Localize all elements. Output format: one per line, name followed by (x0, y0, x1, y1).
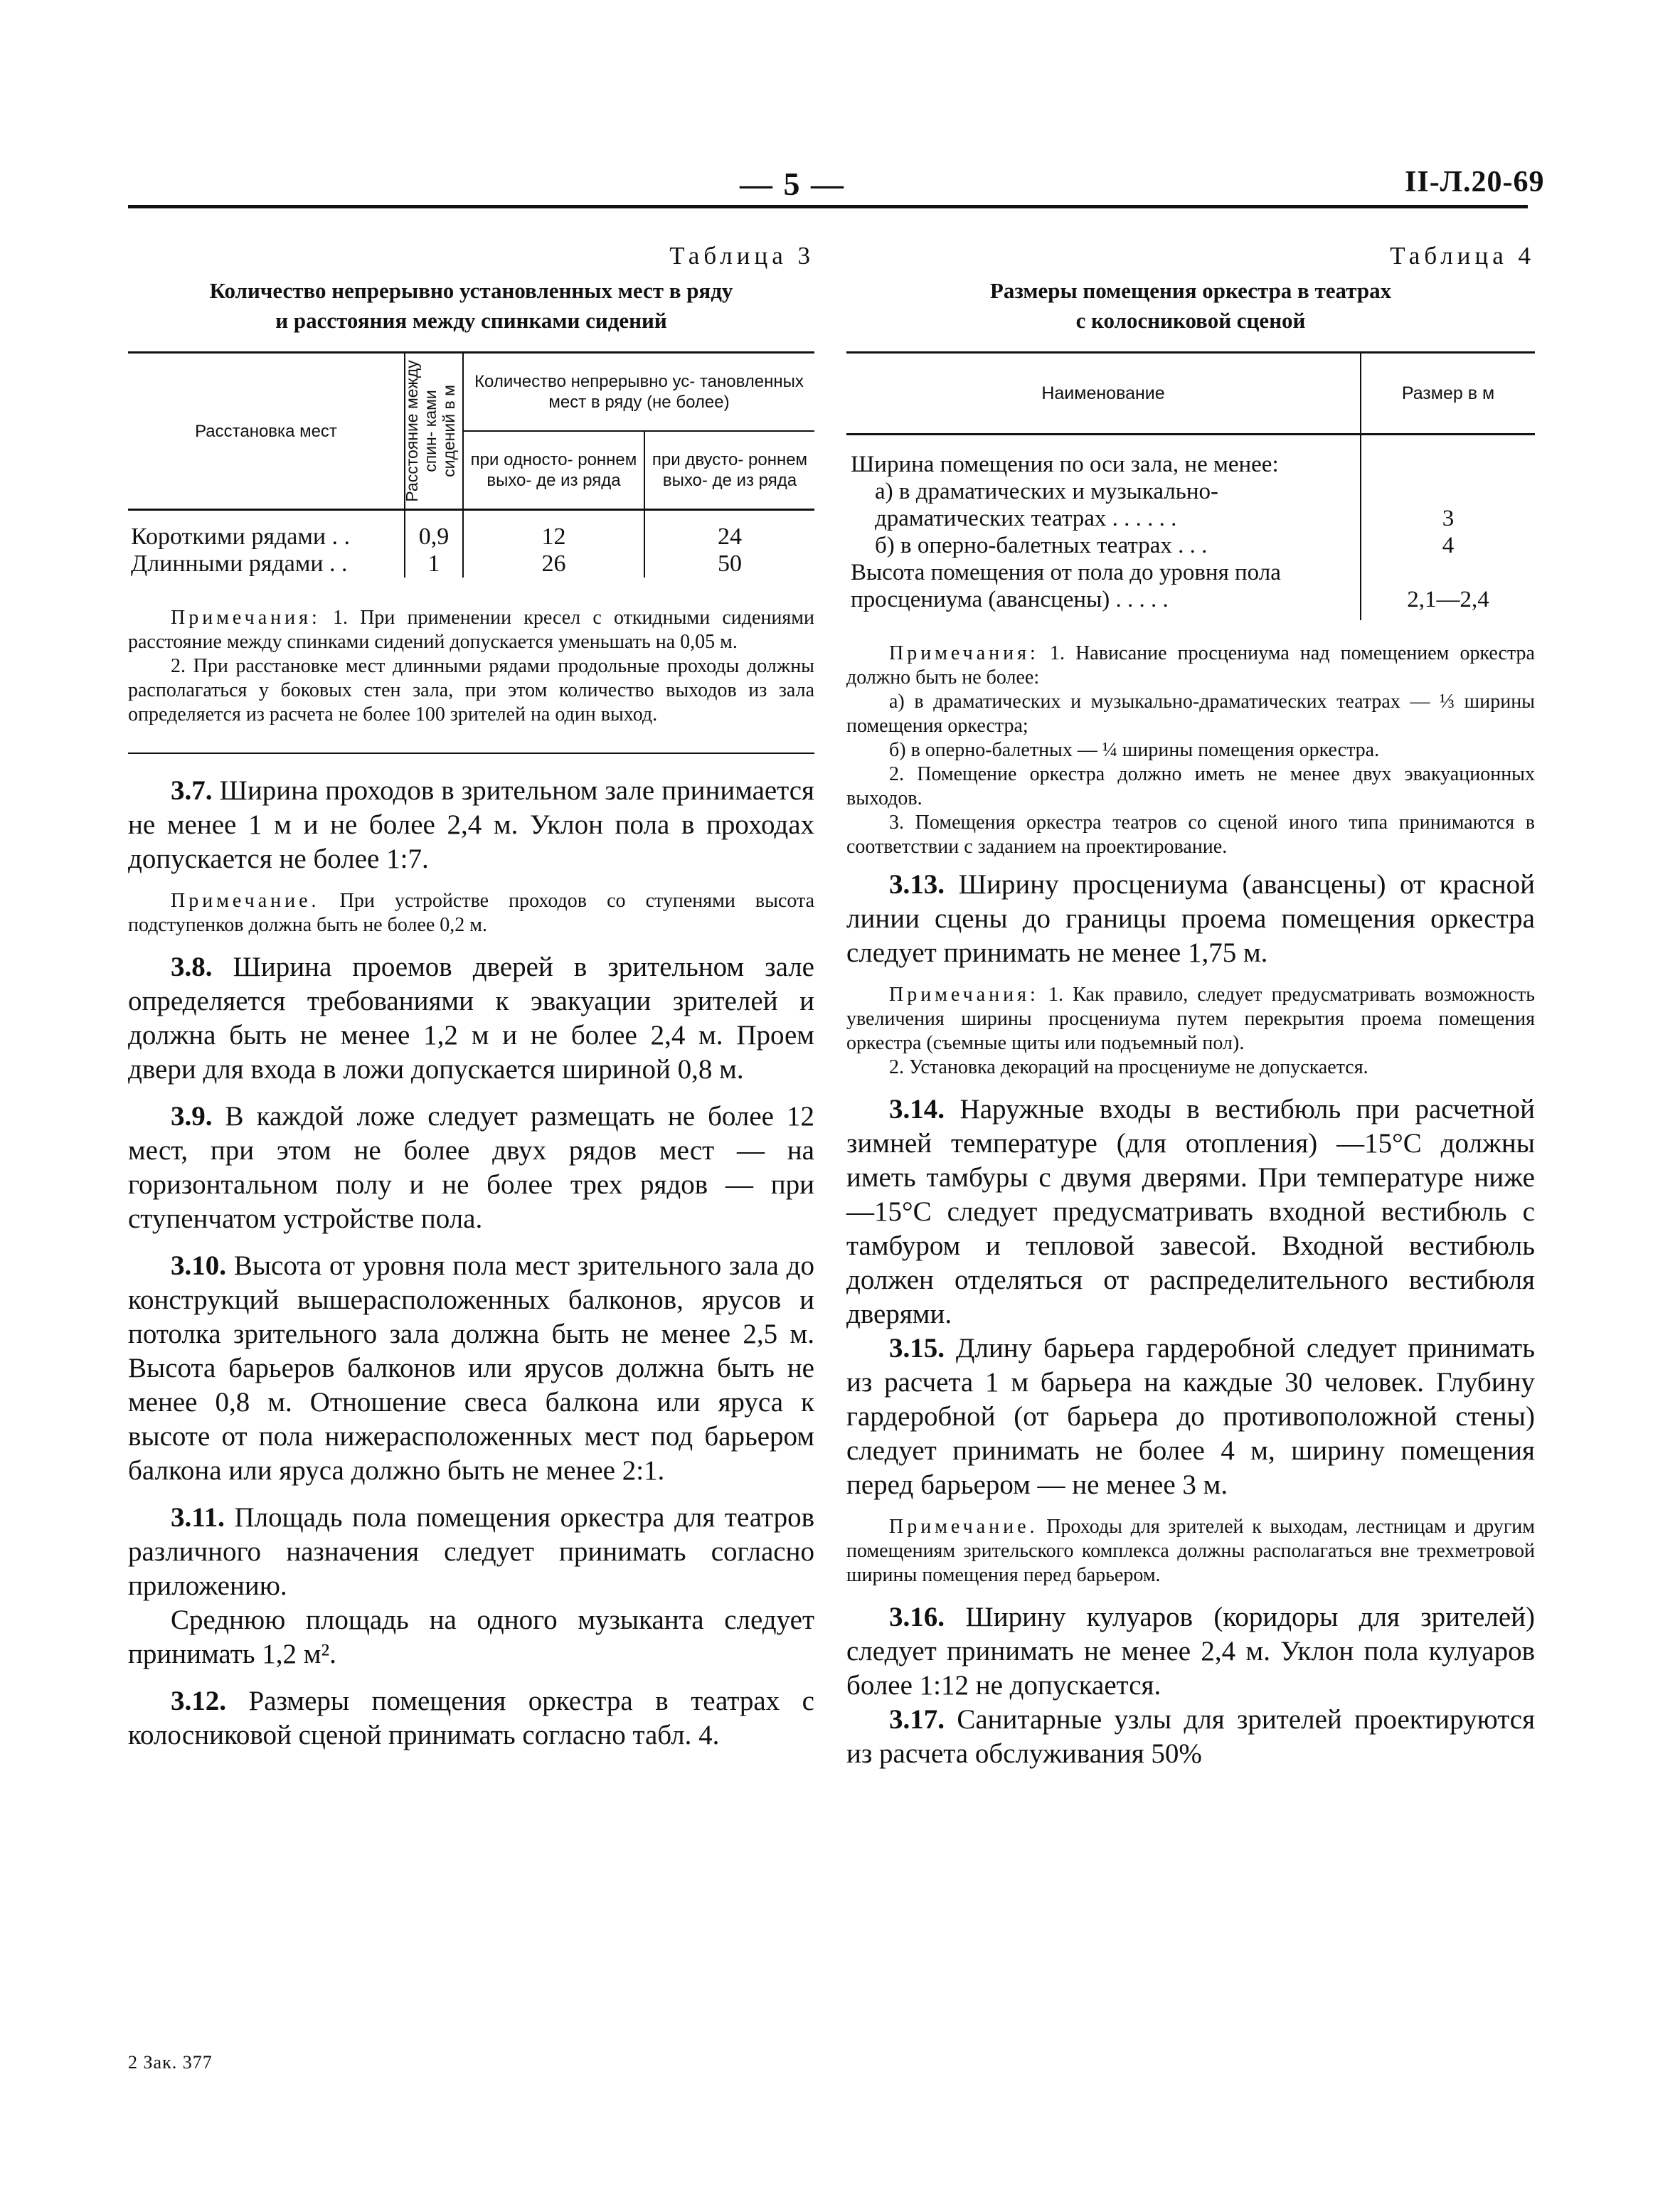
paragraph-3-11 (128, 1501, 814, 1603)
note-3-15-text: Проходы для зрителей к выходам, лестницам и другим помещениям зрительского комплекса должны располагаться вне трехметровой ширины помещения перед барьером. (846, 1516, 1536, 1586)
paragraph-3-16-text: Ширину кулуаров (коридоры для зрителей) следует принимать не менее 2,4 м. Уклон пола кулуаров более 1:12 не допускается. (846, 1602, 1536, 1701)
table4-row4: Высота помещения от пола до уровня пола просцениума (авансцены) . . . . . (851, 560, 1281, 612)
note-3-13-1: 1. Как правило, следует предусматривать возможность увеличения ширины просцениума путем перекрытия проема помещения оркестра (съемные щиты или подъемный пол). (846, 984, 1535, 1054)
table4-col-size: Размер в м (1361, 353, 1535, 435)
paragraph-3-17-text: Санитарные узлы для зрителей проектируются из расчета обслуживания 50% (846, 1704, 1536, 1769)
table4-note-head: Примечания: (889, 642, 1039, 664)
paragraph-3-14 (846, 1092, 1535, 1331)
table4-row2: а) в драматических и музыкально-драматических театрах . . . . . . (875, 479, 1218, 531)
note-3-7-text: При устройстве проходов со ступенями высота подступенков должна быть не более 0,2 м. (128, 890, 815, 936)
table-row (846, 478, 1535, 532)
note-3-15-head: Примечание. (889, 1516, 1038, 1538)
table3-note2: 2. При расстановке мест длинными рядами продольные проходы должны располагаться у боковых стен зала, при этом количество выходов из зала определяется из расчета не более 100 зрителей на один выход. (128, 655, 814, 725)
paragraph-3-11-number: 3.11. (171, 1502, 225, 1533)
table-row (846, 532, 1535, 559)
right-column (846, 242, 1535, 1771)
table4-note1a: а) в драматических и музыкально-драматических театрах — ⅓ ширины помещения оркестра; (846, 691, 1535, 737)
page-number: — 5 — (740, 166, 845, 202)
table3-note1: 1. При применении кресел с откидными сидениями расстояние между спинками сидений допускается уменьшать на 0,05 м. (128, 607, 815, 653)
paragraph-3-8-text: Ширина проемов дверей в зрительном зале определяется требованиями к эвакуации зрителей и должна быть не менее 1,2 м и не более 2,4 м. Проем двери для входа в ложи допускается шириной 0,8 м. (128, 952, 814, 1085)
table4 (846, 351, 1535, 620)
table3-title-line1: Количество непрерывно установленных мест в ряду (209, 278, 733, 303)
paragraph-3-9-text: В каждой ложе следует размещать не более 12 мест, при этом не более двух рядов мест — на горизонтальном полу и не более трех рядов — при ступенчатом устройстве пола. (128, 1101, 815, 1234)
table3-col-count: Количество непрерывно ус- тановленных мест в ряду (не более) (463, 353, 814, 432)
table3-row1-distance: 0,9 (405, 510, 463, 551)
table3-row1-two-side: 24 (644, 510, 814, 551)
paragraph-3-16 (846, 1600, 1535, 1703)
paragraph-3-8 (128, 950, 814, 1087)
table3-row1-one-side: 12 (463, 510, 644, 551)
paragraph-3-13-number: 3.13. (889, 869, 945, 900)
table3-col-distance-label: Расстояние между спин- ками сидений в м (403, 360, 458, 502)
document-code: II-Л.20-69 (1405, 166, 1545, 198)
paragraph-3-15-number: 3.15. (889, 1333, 945, 1363)
paragraph-3-13 (846, 868, 1535, 970)
paragraph-3-12-number: 3.12. (171, 1686, 226, 1716)
paragraph-3-14-number: 3.14. (889, 1094, 945, 1125)
table4-row3-value: 4 (1361, 532, 1535, 559)
paragraph-3-16-number: 3.16. (889, 1602, 945, 1632)
table4-row2-value: 3 (1361, 478, 1535, 532)
paragraph-3-9-number: 3.9. (171, 1101, 213, 1132)
table3-col-one-side: при односто- роннем выхо- де из ряда (463, 431, 644, 510)
paragraph-3-8-number: 3.8. (171, 952, 213, 982)
table-row (128, 551, 814, 578)
paragraph-3-12 (128, 1684, 814, 1753)
paragraph-3-12-text: Размеры помещения оркестра в театрах с колосниковой сценой принимать согласно табл. 4. (128, 1686, 814, 1750)
left-body-text (128, 774, 814, 1753)
table4-notes (846, 642, 1535, 859)
right-body-text (846, 868, 1535, 1771)
paragraph-3-10-number: 3.10. (171, 1250, 226, 1281)
table4-title (846, 276, 1535, 336)
table3-note-head: Примечания: (171, 607, 321, 629)
table4-note1b: б) в оперно-балетных — ¼ ширины помещения оркестра. (889, 739, 1380, 761)
table-row (128, 510, 814, 551)
table4-col-name: Наименование (1041, 383, 1165, 403)
table3-row2-two-side: 50 (644, 551, 814, 578)
table4-title-line2: с колосниковой сценой (1075, 308, 1306, 333)
table3-title (128, 276, 814, 336)
paragraph-3-17-number: 3.17. (889, 1704, 945, 1735)
table4-row3: б) в оперно-балетных театрах . . . (875, 533, 1208, 558)
table4-title-line1: Размеры помещения оркестра в театрах (989, 278, 1392, 303)
paragraph-3-11-text: Площадь пола помещения оркестра для театров различного назначения следует принимать согласно приложению. (128, 1502, 814, 1601)
header-rule (128, 205, 1528, 208)
table4-row4-value: 2,1—2,4 (1361, 559, 1535, 620)
paragraph-3-10-text: Высота от уровня пола мест зрительного зала до конструкций вышерасположенных балконов, ярусов и потолка зрительного зала должна быть не менее 2,5 м. Высота барьеров балконов или ярусов должна быть не менее 0,8 м. Отношение свеса балкона или яруса к высоте от пола нижерасположенных мест под барьером балкона или яруса должно быть не менее 2:1. (128, 1250, 814, 1486)
table3-col-distance (405, 353, 463, 510)
table-row (846, 559, 1535, 620)
table3-col-arrangement: Расстановка мест (195, 421, 337, 441)
table4-row1: Ширина помещения по оси зала, не менее: (851, 452, 1279, 477)
table3-caption: Таблица 3 (669, 242, 814, 270)
paragraph-3-14-text: Наружные входы в вестибюль при расчетной зимней температуре (для отопления) —15°С должны иметь тамбуры с двумя дверями. При температуре ниже —15°С следует предусматривать входной вестибюль с тамбуром и тепловой завесой. Входной вестибюль должен отделяться от распределительного вестибюля дверями. (846, 1094, 1536, 1329)
table3-row2-distance: 1 (405, 551, 463, 578)
table4-note3: 3. Помещения оркестра театров со сценой иного типа принимаются в соответствии с заданием на проектирование. (846, 812, 1535, 858)
note-3-13-head: Примечания: (889, 984, 1039, 1006)
note-3-7-head: Примечание. (171, 890, 320, 912)
paragraph-3-15-text: Длину барьера гардеробной следует принимать из расчета 1 м барьера на каждые 30 человек. Глубину гардеробной (от барьера до противоположной стены) следует принимать не более 4 м, ширину помещения перед барьером — не менее 3 м. (846, 1333, 1535, 1500)
paragraph-3-7-text: Ширина проходов в зрительном зале принимается не менее 1 м и не более 2,4 м. Уклон пола в проходах допускается не более 1:7. (128, 775, 814, 874)
table3-row2-one-side: 26 (463, 551, 644, 578)
table3-notes (128, 606, 814, 727)
paragraph-3-9 (128, 1100, 814, 1236)
paragraph-3-7-number: 3.7. (171, 775, 213, 806)
table3-title-line2: и расстояния между спинками сидений (275, 308, 667, 333)
table4-caption: Таблица 4 (1390, 242, 1535, 270)
section-rule (128, 753, 814, 754)
table-row (846, 435, 1535, 479)
paragraph-3-7 (128, 774, 814, 876)
note-3-13-2: 2. Установка декораций на просцениуме не допускается. (889, 1056, 1368, 1078)
table3-row1-label: Короткими рядами . . (131, 523, 351, 550)
table4-note2: 2. Помещение оркестра должно иметь не менее двух эвакуационных выходов. (846, 763, 1535, 809)
paragraph-3-17 (846, 1703, 1535, 1771)
table3-row2-label: Длинными рядами . . (131, 551, 348, 577)
table3-col-two-side: при двусто- роннем выхо- де из ряда (644, 431, 814, 510)
footer-order-number: 2 Зак. 377 (128, 2052, 213, 2073)
paragraph-3-15 (846, 1331, 1535, 1502)
left-column (128, 242, 814, 1753)
paragraph-3-11b: Среднюю площадь на одного музыканта следует принимать 1,2 м². (128, 1605, 814, 1669)
paragraph-3-13-text: Ширину просцениума (авансцены) от красной линии сцены до границы проема помещения оркестра следует принимать не менее 1,75 м. (846, 869, 1536, 968)
table4-note1: 1. Нависание просцениума над помещением оркестра должно быть не более: (846, 642, 1535, 689)
paragraph-3-10 (128, 1249, 814, 1488)
table3 (128, 351, 814, 578)
